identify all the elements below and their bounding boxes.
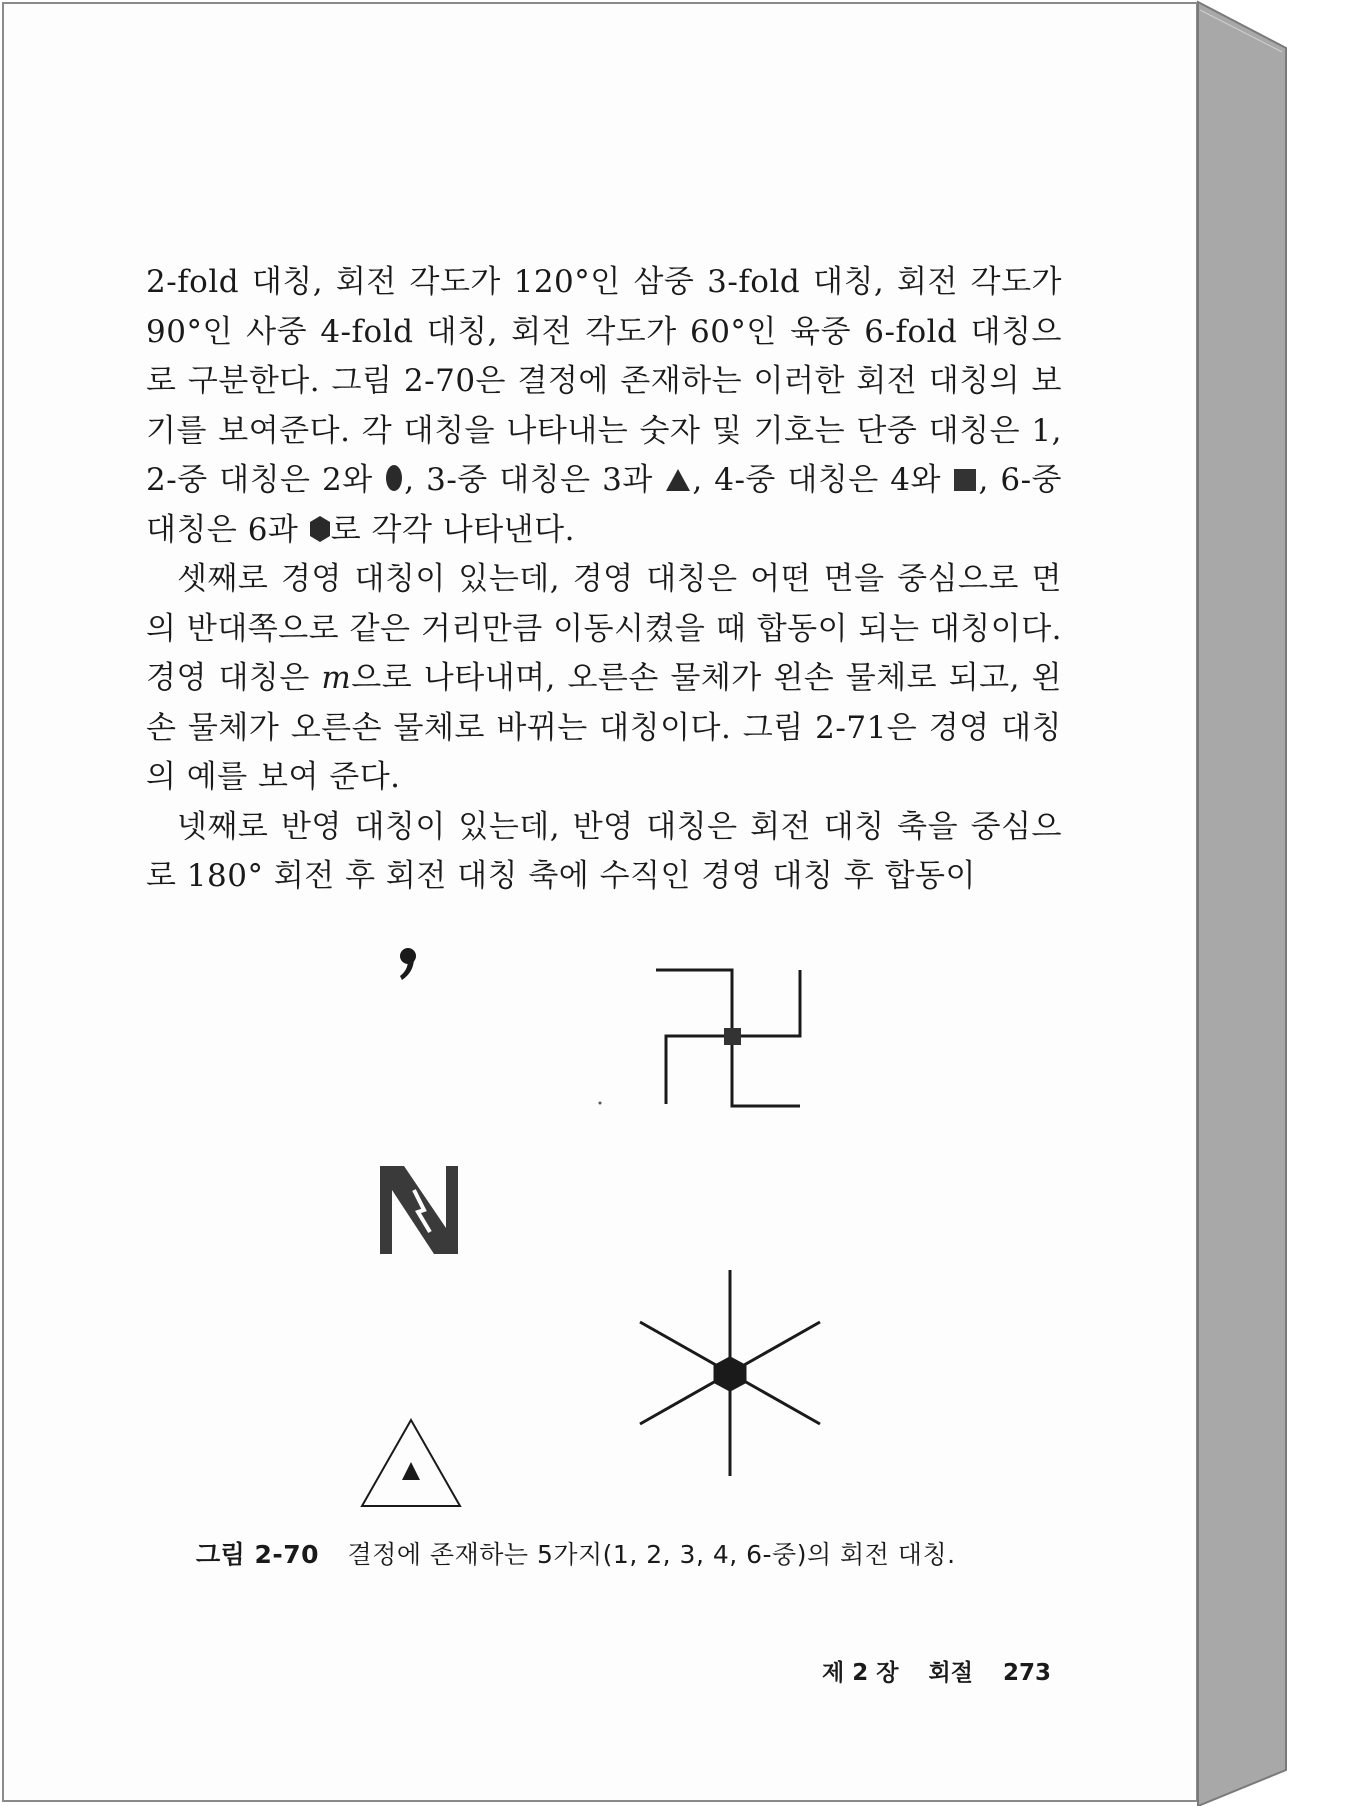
caption-label: 그림 2-70	[196, 1540, 320, 1569]
paragraph-3: 넷째로 반영 대칭이 있는데, 반영 대칭은 회전 대칭 축을 중심으로 180° 회전 후 회전 대칭 축에 수직인 경영 대칭 후 합동이	[146, 808, 1062, 894]
figure-caption	[196, 1535, 956, 1571]
twofold-symbol-icon	[384, 463, 404, 493]
paragraph-1-seg3: , 4-중 대칭은 4와	[692, 462, 941, 498]
paragraph-1-seg2: , 3-중 대칭은 3과	[404, 462, 653, 498]
paragraph-2-text-b: 으로 나타내며, 오른손 물체가 왼손 물체로 되고, 왼손 물체가 오른손 물체로 바뀌는 대칭이다. 그림 2-71은 경영 대칭의 예를 보여 준다.	[146, 660, 1062, 795]
caption-text: 결정에 존재하는 5가지(1, 2, 3, 4, 6-중)의 회전 대칭.	[347, 1540, 956, 1569]
paragraph-1-seg4: , 6-중 대칭은 6과	[146, 462, 1063, 548]
paragraph-2-text-a: 셋째로 경영 대칭이 있는데, 경영 대칭은 어떤 면을 중심으로 면의 반대쪽으로 같은 거리만큼 이동시켰을 때 합동이 되는 대칭이다. 경영 대칭은	[146, 561, 1062, 696]
footer-title: 회절	[928, 1660, 973, 1686]
paragraph-1	[146, 258, 1062, 555]
body-text	[146, 258, 1062, 902]
mirror-symbol-m: m	[321, 660, 352, 696]
footer-chapter: 제 2 장	[822, 1660, 899, 1686]
paragraph-2	[146, 555, 1062, 803]
fourfold-symbol-icon	[952, 467, 978, 493]
threefold-symbol-icon	[664, 467, 692, 493]
sixfold-symbol-icon	[309, 515, 331, 543]
paragraph-1-text: 2-fold 대칭, 회전 각도가 120°인 삼중 3-fold 대칭, 회전 각도가 90°인 사중 4-fold 대칭, 회전 각도가 60°인 육중 6-fold 대칭으로 구분한다. 그림 2-70은 결정에 존재하는 이러한 회전 대칭의 보기를 보여준다. 각 대칭을 나타내는 숫자 및 기호는 단중 대칭은 1, 2-중 대칭은 2와	[146, 264, 1062, 498]
page-footer	[822, 1654, 1073, 1687]
paragraph-1-seg5: 로 각각 나타낸다.	[330, 511, 575, 548]
page-number: 273	[1002, 1660, 1051, 1686]
